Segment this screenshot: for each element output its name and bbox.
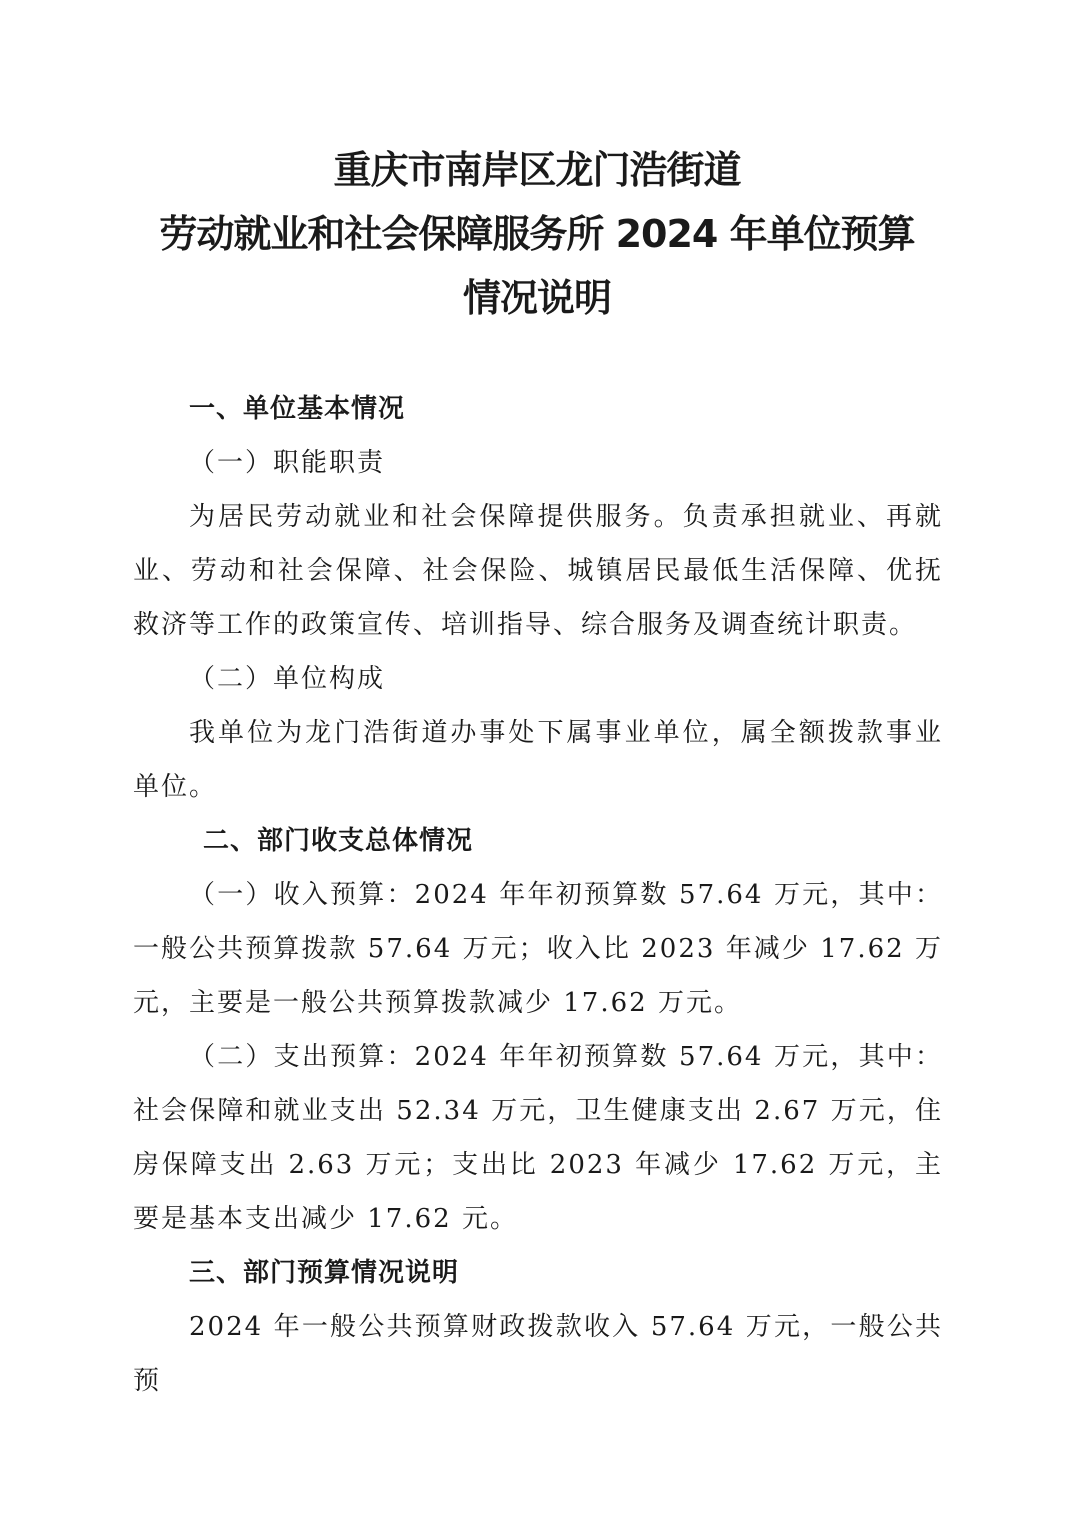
title-line-2: 劳动就业和社会保障服务所 2024 年单位预算: [159, 212, 915, 256]
section-2-expense-paragraph: （二）支出预算：2024 年年初预算数 57.64 万元，其中：社会保障和就业支出 52.34 万元，卫生健康支出 2.67 万元，住房保障支出 2.63 万元；支出比 2023 年减少 17.62 万元，主要是基本支出减少 17.62 元。: [133, 1042, 943, 1234]
title-line-3: 情况说明: [462, 276, 611, 320]
document-title: [0, 138, 1074, 330]
section-3-heading: 三、部门预算情况说明: [189, 1258, 460, 1288]
section-1-subheading-composition: （二）单位构成: [189, 664, 386, 694]
section-1-duties-paragraph: 为居民劳动就业和社会保障提供服务。负责承担就业、再就业、劳动和社会保障、社会保险、城镇居民最低生活保障、优抚救济等工作的政策宣传、培训指导、综合服务及调查统计职责。: [133, 502, 943, 640]
section-3-paragraph: 2024 年一般公共预算财政拨款收入 57.64 万元，一般公共预: [133, 1312, 943, 1396]
title-line-1: 重庆市南岸区龙门浩街道: [333, 148, 741, 192]
section-1-heading: 一、单位基本情况: [189, 394, 406, 424]
section-2-income-paragraph: （一）收入预算：2024 年年初预算数 57.64 万元，其中：一般公共预算拨款 57.64 万元；收入比 2023 年减少 17.62 万元，主要是一般公共预算拨款减少 17.62 万元。: [133, 880, 943, 1018]
section-1-composition-paragraph: 我单位为龙门浩街道办事处下属事业单位，属全额拨款事业单位。: [133, 718, 943, 802]
section-1-subheading-duties: （一）职能职责: [189, 448, 386, 478]
section-2-heading: 二、部门收支总体情况: [203, 826, 474, 856]
